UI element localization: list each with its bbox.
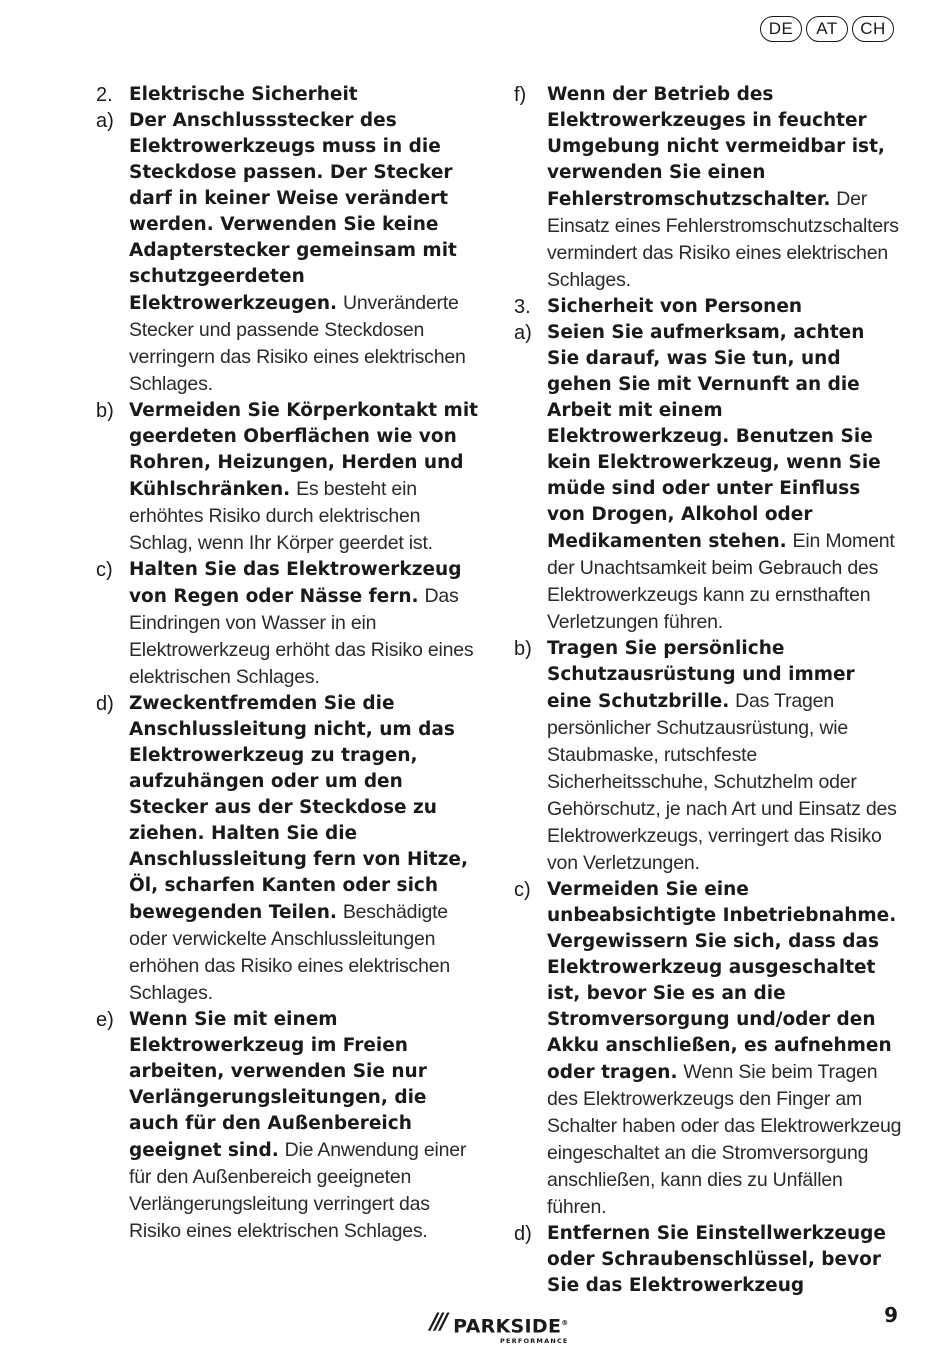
item-text (129, 557, 482, 691)
item-text (547, 320, 902, 636)
item-text (547, 636, 902, 877)
item-text (547, 82, 902, 294)
country-badge-ch: CH (852, 16, 894, 42)
heading-text: Sicherheit von Personen (547, 296, 803, 317)
country-badges (760, 16, 894, 42)
item-marker: c) (96, 559, 113, 581)
item-text (129, 82, 482, 108)
explanation-text: Ein Moment der Unachtsamkeit beim Gebrauch des Elektrowerkzeugs kann zu ernsthaften Verletzungen führen. (547, 530, 895, 633)
instruction-bold: Zweckentfremden Sie die Anschlussleitung nicht, um das Elektrowerkzeug zu tragen, aufzuhängen oder um den Stecker aus der Steckdose zu ziehen. Halten Sie die Anschlussleitung fern von Hitze, Öl, scharfen Kanten oder sich bewegenden Teilen. (129, 693, 468, 923)
list-item (96, 691, 482, 1007)
logo-brand-sub: PERFORMANCE (500, 1337, 569, 1346)
item-marker: 2. (96, 84, 113, 106)
item-text (129, 691, 482, 1007)
item-marker: c) (514, 879, 531, 901)
list-item (514, 877, 902, 1221)
item-text (547, 877, 902, 1221)
item-marker: 3. (514, 296, 531, 318)
instruction-bold: Der Anschlussstecker des Elektrowerkzeugs muss in die Steckdose passen. Der Stecker darf in keiner Weise verändert werden. Verwenden Sie keine Adapterstecker gemeinsam mit schutzgeerdeten Elektrowerkzeugen. (129, 110, 457, 314)
list-item (514, 320, 902, 636)
explanation-text: Wenn Sie beim Tragen des Elektrowerkzeugs den Finger am Schalter haben oder das Elektrowerkzeug eingeschaltet an die Stromversorgung anschließen, kann dies zu Unfällen führen. (547, 1061, 902, 1218)
right-column (514, 82, 902, 1299)
instruction-bold: Halten Sie das Elektrowerkzeug von Regen oder Nässe fern. (129, 559, 462, 607)
item-marker: d) (514, 1223, 532, 1245)
item-text (547, 294, 902, 320)
item-marker: d) (96, 693, 114, 715)
item-text (547, 1221, 902, 1299)
explanation-text: Das Eindringen von Wasser in ein Elektrowerkzeug erhöht das Risiko eines elektrischen Schlages. (129, 585, 474, 688)
instruction-bold: Seien Sie aufmerksam, achten Sie darauf, was Sie tun, und gehen Sie mit Vernunft an die Arbeit mit einem Elektrowerkzeug. Benutzen Sie kein Elektrowerkzeug, wenn Sie müde sind oder unter Einfluss von Drogen, Alkohol oder Medikamenten stehen. (547, 322, 881, 552)
item-text (129, 398, 482, 557)
item-marker: a) (514, 322, 532, 344)
list-item (96, 398, 482, 557)
list-item (96, 1007, 482, 1245)
instruction-bold: Wenn der Betrieb des Elektrowerkzeuges in feuchter Umgebung nicht vermeidbar ist, verwenden Sie einen Fehlerstromschutzschalter. (547, 84, 885, 210)
country-badge-de: DE (760, 16, 802, 42)
explanation-text: Der Einsatz eines Fehlerstromschutzschalters vermindert das Risiko eines elektrischen Schlages. (547, 188, 899, 291)
explanation-text: Beschädigte oder verwickelte Anschlussleitungen erhöhen das Risiko eines elektrischen Schlages. (129, 901, 451, 1004)
section-heading (96, 82, 482, 108)
instruction-bold: Vermeiden Sie Körperkontakt mit geerdeten Oberflächen wie von Rohren, Heizungen, Herden und Kühlschränken. (129, 400, 479, 500)
page-number: 9 (884, 1303, 898, 1327)
item-marker: a) (96, 110, 114, 132)
explanation-text: Es besteht ein erhöhtes Risiko durch elektrischen Schlag, wenn Ihr Körper geerdet ist. (129, 478, 433, 554)
parkside-logo (430, 1312, 580, 1348)
instruction-bold: Tragen Sie persönliche Schutzausrüstung und immer eine Schutzbrille. (547, 638, 855, 712)
list-item (96, 557, 482, 691)
list-item (514, 636, 902, 877)
section-heading (514, 294, 902, 320)
instruction-bold: Entfernen Sie Einstellwerkzeuge oder Schraubenschlüssel, bevor Sie das Elektrowerkzeug (547, 1223, 886, 1296)
list-item (514, 1221, 902, 1299)
item-marker: b) (514, 638, 532, 660)
explanation-text: Die Anwendung einer für den Außenbereich geeigneten Verlängerungsleitung verringert das Risiko eines elektrischen Schlages. (129, 1139, 467, 1242)
item-marker: f) (514, 84, 527, 106)
instruction-bold: Wenn Sie mit einem Elektrowerkzeug im Freien arbeiten, verwenden Sie nur Verlängerungsleitungen, die auch für den Außenbereich geeignet sind. (129, 1009, 427, 1161)
item-marker: b) (96, 400, 114, 422)
heading-text: Elektrische Sicherheit (129, 84, 358, 105)
left-column (96, 82, 482, 1245)
list-item (96, 108, 482, 398)
item-text (129, 108, 482, 398)
item-marker: e) (96, 1009, 114, 1031)
explanation-text: Das Tragen persönlicher Schutzausrüstung, wie Staubmaske, rutschfeste Sicherheitsschuhe, Schutzhelm oder Gehörschutz, je nach Art und Einsatz des Elektrowerkzeugs, verringert das Risiko von Verletzungen. (547, 690, 897, 874)
logo-slashes: /// (430, 1310, 446, 1335)
list-item (514, 82, 902, 294)
country-badge-at: AT (806, 16, 848, 42)
instruction-bold: Vermeiden Sie eine unbeabsichtigte Inbetriebnahme. Vergewissern Sie sich, dass das Elektrowerkzeug ausgeschaltet ist, bevor Sie es an die Stromversorgung und/oder den Akku anschließen, es aufnehmen oder tragen. (547, 879, 897, 1083)
explanation-text: Unveränderte Stecker und passende Steckdosen verringern das Risiko eines elektrischen Schlages. (129, 292, 466, 395)
item-text (129, 1007, 482, 1245)
logo-brand-name: PARKSIDE® (453, 1315, 569, 1338)
